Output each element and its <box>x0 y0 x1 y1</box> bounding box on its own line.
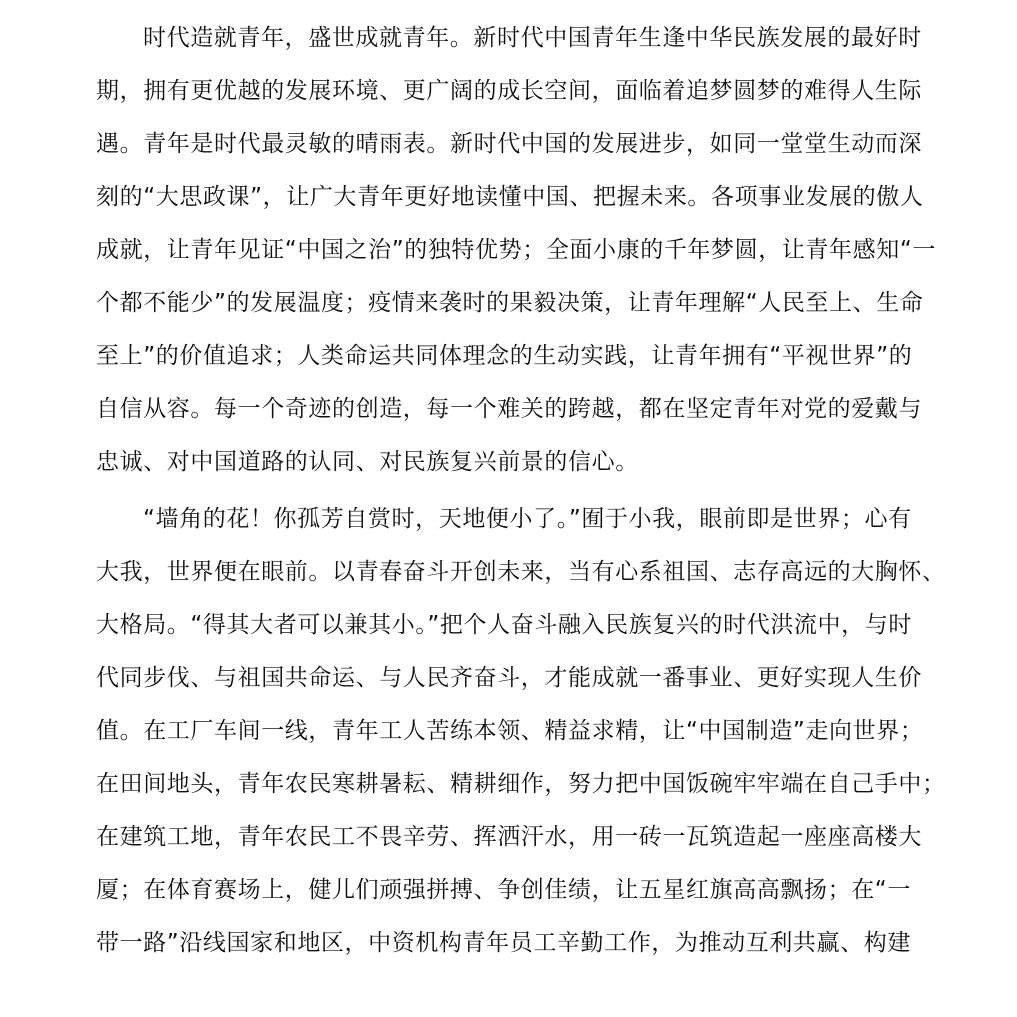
paragraph-2-line-2: 大我，世界便在眼前。以青春奋斗开创未来，当有心系祖国、志存高远的大胸怀、 <box>96 559 946 585</box>
paragraph-2-line-5: 值。在工厂车间一线，青年工人苦练本领、精益求精，让“中国制造”走向世界； <box>96 718 924 744</box>
paragraph-1-line-1: 时代造就青年，盛世成就青年。新时代中国青年生逢中华民族发展的最好时 <box>143 25 922 51</box>
paragraph-1-line-5: 成就，让青年见证“中国之治”的独特优势；全面小康的千年梦圆，让青年感知“一 <box>96 237 936 263</box>
paragraph-1-line-9: 忠诚、对中国道路的认同、对民族复兴前景的信心。 <box>96 449 639 475</box>
paragraph-2-line-9: 带一路”沿线国家和地区，中资机构青年员工辛勤工作，为推动互利共赢、构建 <box>96 930 911 956</box>
paragraph-2-line-6: 在田间地头，青年农民寒耕暑耘、精耕细作，努力把中国饭碗牢牢端在自己手中； <box>96 771 946 797</box>
paragraph-1-line-6: 个都不能少”的发展温度；疫情来袭时的果毅决策，让青年理解“人民至上、生命 <box>96 290 924 316</box>
paragraph-1-line-7: 至上”的价值追求；人类命运共同体理念的生动实践，让青年拥有“平视世界”的 <box>96 343 913 369</box>
paragraph-1-line-2: 期，拥有更优越的发展环境、更广阔的成长空间，面临着追梦圆梦的难得人生际 <box>96 78 922 104</box>
paragraph-2-line-1: “墙角的花！你孤芳自赏时，天地便小了。”囿于小我，眼前即是世界；心有 <box>143 506 912 532</box>
paragraph-2-line-4: 代同步伐、与祖国共命运、与人民齐奋斗，才能成就一番事业、更好实现人生价 <box>96 665 922 691</box>
paragraph-1-line-4: 刻的“大思政课”，让广大青年更好地读懂中国、把握未来。各项事业发展的傲人 <box>96 184 924 210</box>
paragraph-2-line-3: 大格局。“得其大者可以兼其小。”把个人奋斗融入民族复兴的时代洪流中，与时 <box>96 612 912 638</box>
paragraph-1-line-3: 遇。青年是时代最灵敏的晴雨表。新时代中国的发展进步，如同一堂堂生动而深 <box>96 131 922 157</box>
paragraph-1-line-8: 自信从容。每一个奇迹的创造，每一个难关的跨越，都在坚定青年对党的爱戴与 <box>96 396 922 422</box>
paragraph-2-line-8: 厦；在体育赛场上，健儿们顽强拼搏、争创佳绩，让五星红旗高高飘扬；在“一 <box>96 877 911 903</box>
paragraph-2-line-7: 在建筑工地，青年农民工不畏辛劳、挥洒汗水，用一砖一瓦筑造起一座座高楼大 <box>96 824 922 850</box>
